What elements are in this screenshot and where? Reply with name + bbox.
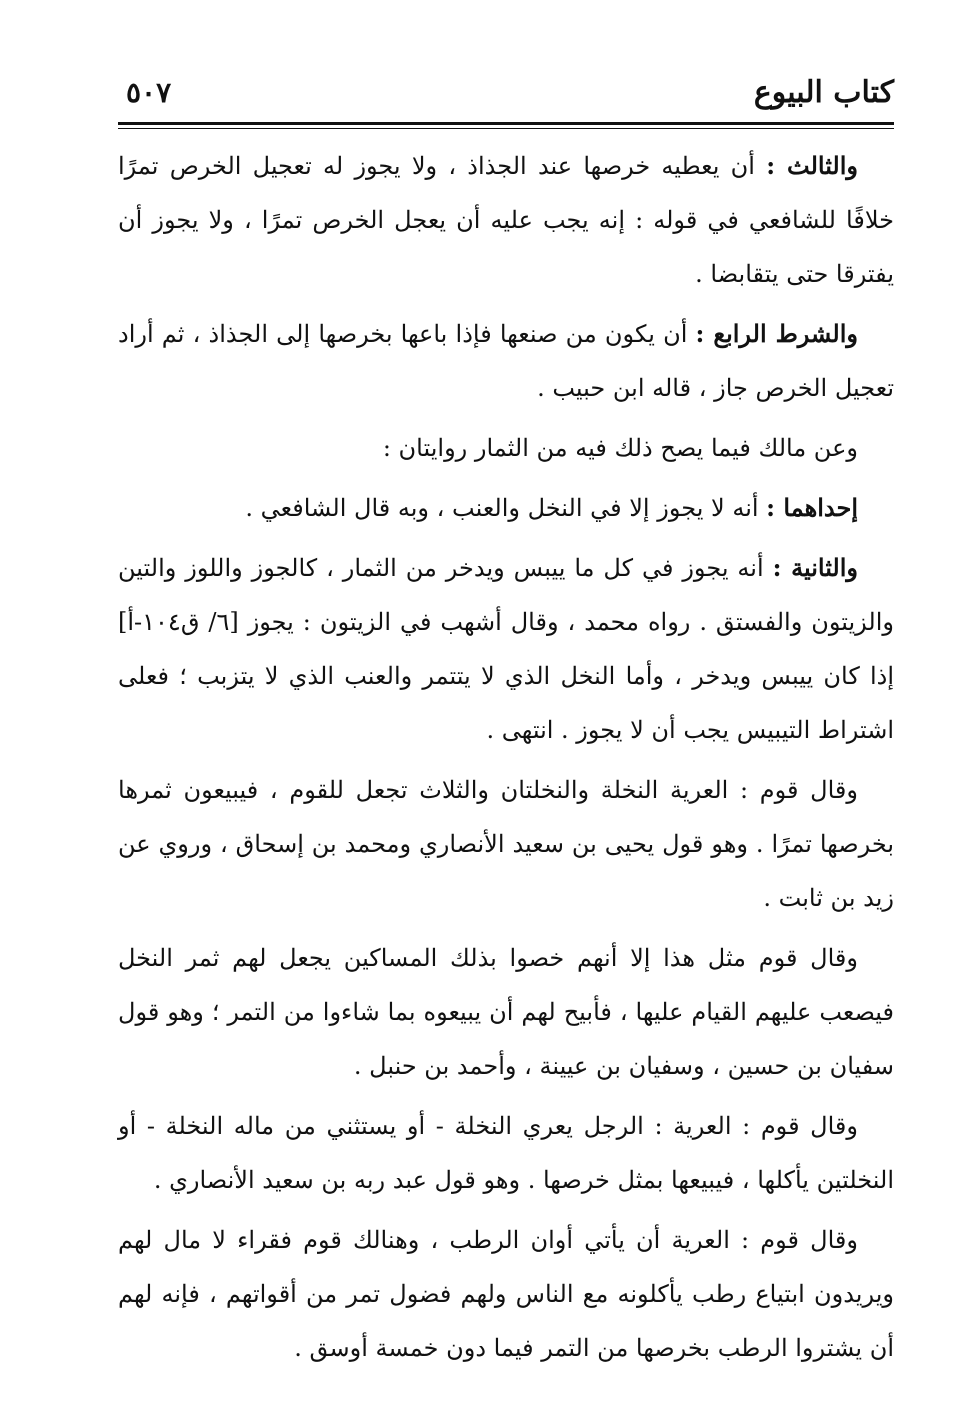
paragraph-ariyya-opinion-2 xyxy=(118,931,894,1093)
paragraph-text: أنه يجوز في كل ما ييبس ويدخر من الثمار ، كالجوز واللوز والتين والزيتون والفستق . رواه محمد ، وقال أشهب في الزيتون : يجوز [٦/ ق١٠٤-أ] إذا كان ييبس ويدخر ، وأما النخل الذي لا يتتمر والعنب الذي لا يتزبب ؛ فعلى اشتراط التيبيس يجب أن لا يجوز . انتهى . xyxy=(118,554,894,744)
paragraph-lead: والثالث : xyxy=(766,151,859,180)
paragraph-ariyya-opinion-1 xyxy=(118,763,894,925)
book-title: كتاب البيوع xyxy=(753,75,894,110)
paragraph-text: وقال قوم : العرية أن يأتي أوان الرطب ، وهنالك قوم فقراء لا مال لهم ويريدون ابتياع رطب يأكلونه مع الناس ولهم فضول تمر من أقواتهم ، فإنه لهم أن يشتروا الرطب بخرصها من التمر فيما دون خمسة أوسق . xyxy=(118,1226,894,1362)
paragraph-ariyya-opinion-3 xyxy=(118,1099,894,1207)
paragraph-lead: والثانية : xyxy=(772,553,859,582)
paragraph-text: وقال قوم : العرية : الرجل يعري النخلة - أو يستثني من ماله النخلة - أو النخلتين يأكلها ، فيبيعها بمثل خرصها . وهو قول عبد ربه بن سعيد الأنصاري . xyxy=(118,1112,894,1194)
paragraph-text: وقال قوم : العرية النخلة والنخلتان والثلاث تجعل للقوم ، فيبيعون ثمرها بخرصها تمرًا . وهو قول يحيى بن سعيد الأنصاري ومحمد بن إسحاق ، وروي عن زيد بن ثابت . xyxy=(118,776,894,912)
header-rule-thin xyxy=(118,128,894,129)
paragraph-malik-narrations xyxy=(118,421,894,475)
paragraph-lead: إحداهما : xyxy=(766,493,858,522)
paragraph-third-condition xyxy=(118,139,894,301)
paragraph-fourth-condition xyxy=(118,307,894,415)
paragraph-second-narration xyxy=(118,541,894,757)
page-number: ٥٠٧ xyxy=(126,76,172,109)
paragraph-text: وقال قوم مثل هذا إلا أنهم خصوا بذلك المساكين يجعل لهم ثمر النخل فيصعب عليهم القيام عليها ، فأبيح لهم أن يبيعوه بما شاءوا من التمر ؛ وهو قول سفيان بن حسين ، وسفيان بن عيينة ، وأحمد بن حنبل . xyxy=(118,944,894,1080)
paragraph-text: أنه لا يجوز إلا في النخل والعنب ، وبه قال الشافعي . xyxy=(245,494,767,522)
paragraph-first-narration xyxy=(118,481,894,535)
paragraph-text: أن يكون من صنعها فإذا باعها بخرصها إلى الجذاذ ، ثم أراد تعجيل الخرص جاز ، قاله ابن حبيب . xyxy=(118,320,894,402)
paragraph-ariyya-opinion-4 xyxy=(118,1213,894,1375)
running-header xyxy=(118,70,894,120)
paragraph-text: أن يعطيه خرصها عند الجذاذ ، ولا يجوز له تعجيل الخرص تمرًا خلافًا للشافعي في قوله : إنه يجب عليه أن يعجل الخرص تمرًا ، ولا يجوز أن يفترقا حتى يتقابضا . xyxy=(118,152,894,288)
header-rule-thick xyxy=(118,122,894,125)
body-text xyxy=(118,139,894,1375)
book-page xyxy=(118,70,894,1370)
paragraph-lead: والشرط الرابع : xyxy=(695,319,858,348)
paragraph-text: وعن مالك فيما يصح ذلك فيه من الثمار روايتان : xyxy=(382,434,858,462)
